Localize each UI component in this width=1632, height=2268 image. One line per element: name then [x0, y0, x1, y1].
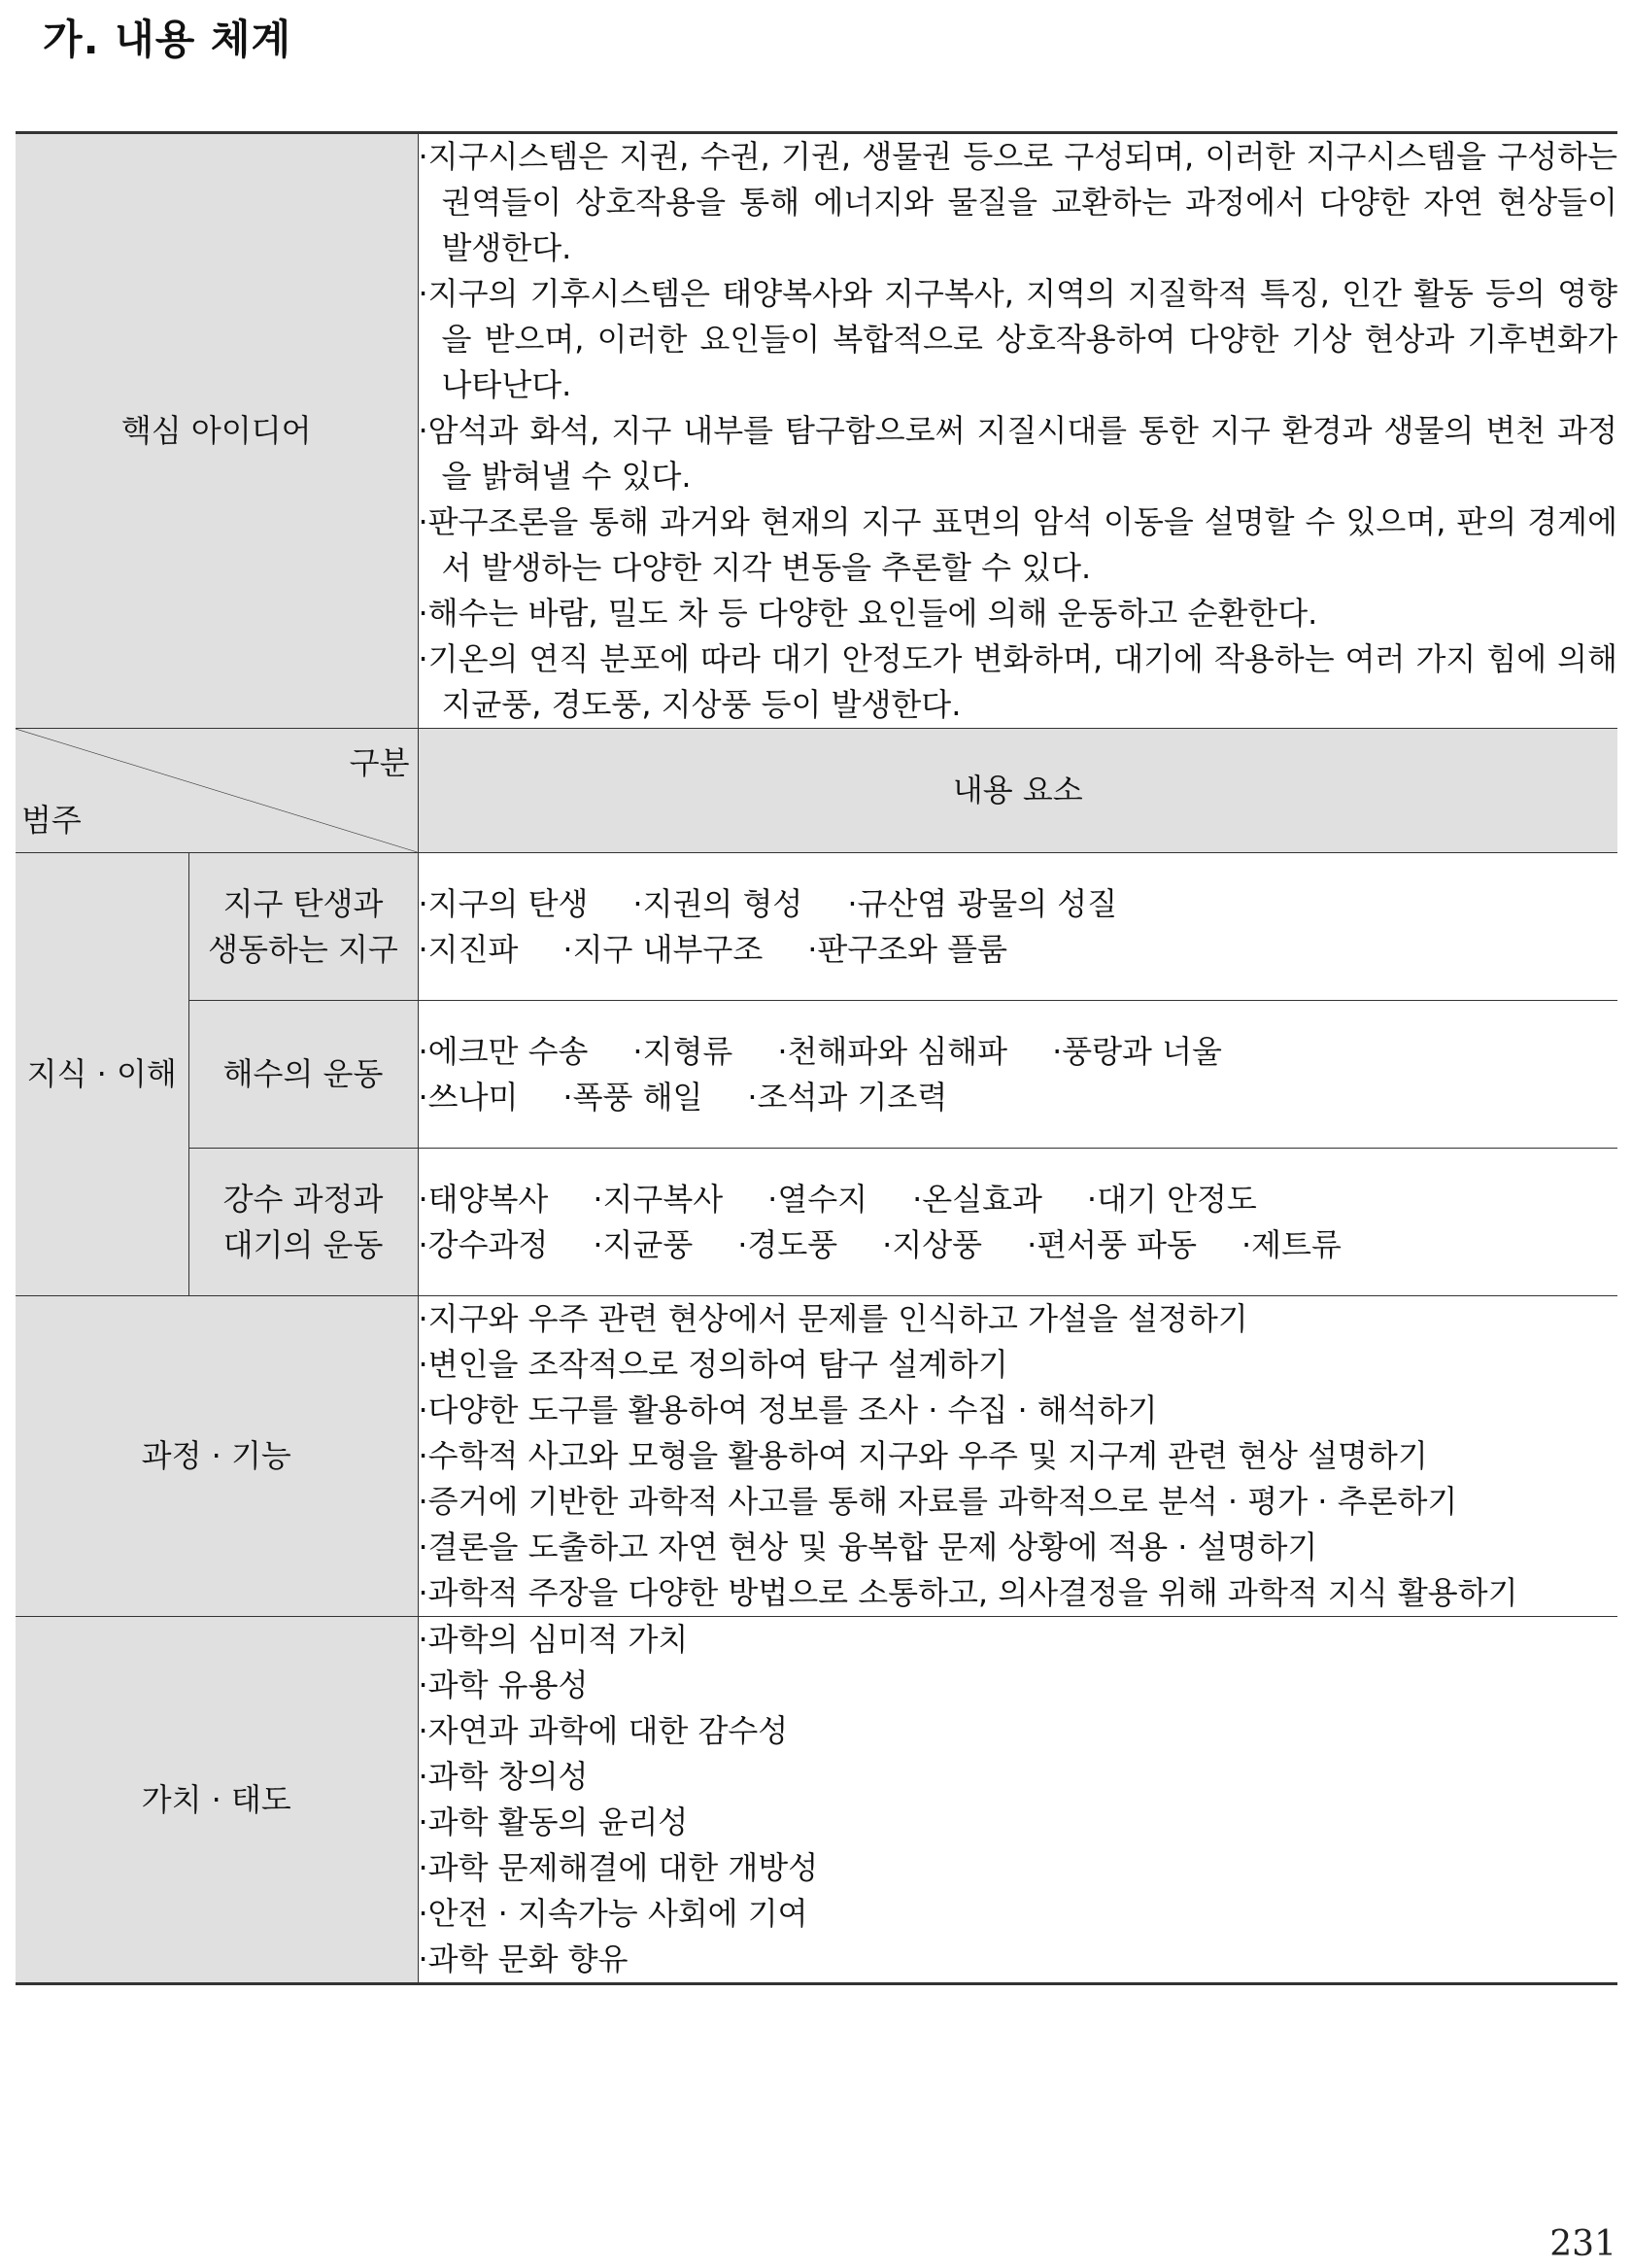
content-element-text: 편서풍 파동: [1037, 1225, 1197, 1263]
knowledge-label: 지식 · 이해: [16, 853, 188, 1296]
content-element-text: 열수지: [777, 1180, 868, 1218]
content-element: [1052, 1033, 1222, 1070]
bullet-mark: ·: [418, 640, 428, 677]
content-element-text: 지구 내부구조: [572, 930, 764, 968]
content-element-line: [419, 1075, 1618, 1120]
bullet-mark: ·: [747, 1078, 758, 1116]
bullet-item: [419, 1754, 1618, 1800]
content-element: [882, 1226, 982, 1263]
bullet-mark: ·: [418, 1300, 428, 1337]
page-number: 231: [1549, 2224, 1616, 2264]
bullet-text: 지구의 기후시스템은 태양복사와 지구복사, 지역의 지질학적 특징, 인간 활동 등의 영향을 받으며, 이러한 요인들이 복합적으로 상호작용하여 다양한 기상 현상과 기후변화가 나타난다.: [427, 275, 1617, 403]
bullet-item: [419, 1845, 1618, 1891]
content-element-line: [419, 1177, 1618, 1222]
subsection-content: [418, 1001, 1617, 1149]
content-element: [419, 1079, 519, 1116]
bullet-item: [419, 591, 1618, 636]
content-element: [1087, 1181, 1257, 1218]
bullet-mark: ·: [912, 1180, 923, 1218]
knowledge-row-1: [16, 853, 1617, 1001]
subsection-title-line: 지구 탄생과: [222, 884, 384, 922]
process-row: [16, 1296, 1617, 1617]
content-element: [747, 1079, 947, 1116]
content-element-text: 태양복사: [427, 1180, 549, 1218]
subsection-content: [418, 1149, 1617, 1296]
content-element-header: 내용 요소: [418, 729, 1617, 853]
subsection-title-line: 해수의 운동: [222, 1055, 384, 1092]
subsection-title: [188, 853, 418, 1001]
content-element: [419, 1226, 549, 1263]
bullet-text: 과학 활동의 윤리성: [427, 1804, 689, 1840]
bullet-mark: ·: [418, 1712, 428, 1749]
content-element-text: 제트류: [1251, 1225, 1342, 1263]
subsection-title-line: 강수 과정과: [222, 1180, 384, 1218]
content-element-text: 경도풍: [747, 1225, 838, 1263]
bullet-mark: ·: [418, 503, 428, 540]
category-division-header: [16, 729, 418, 853]
bullet-mark: ·: [632, 1032, 643, 1070]
content-element-text: 지구의 탄생: [427, 884, 589, 922]
bullet-mark: ·: [418, 1529, 428, 1565]
bullet-mark: ·: [847, 884, 858, 922]
bullet-item: [419, 1800, 1618, 1845]
content-element-text: 규산염 광물의 성질: [857, 884, 1118, 922]
bullet-mark: ·: [593, 1225, 603, 1263]
content-element-text: 조석과 기조력: [757, 1078, 948, 1116]
bullet-mark: ·: [418, 1849, 428, 1886]
content-element: [737, 1226, 837, 1263]
bullet-item: [419, 1388, 1618, 1433]
bullet-text: 안전 · 지속가능 사회에 기여: [427, 1895, 808, 1932]
bullet-text: 과학의 심미적 가치: [427, 1621, 689, 1658]
subsection-content: [418, 853, 1617, 1001]
bullet-mark: ·: [418, 595, 428, 632]
content-element: [847, 885, 1117, 922]
bullet-text: 자연과 과학에 대한 감수성: [427, 1712, 789, 1749]
content-element-line: [419, 1222, 1618, 1268]
values-row: [16, 1617, 1617, 1984]
bullet-item: [419, 134, 1618, 271]
bullet-mark: ·: [418, 930, 428, 968]
content-element-text: 대기 안정도: [1097, 1180, 1257, 1218]
content-element-text: 지진파: [427, 930, 519, 968]
bullet-mark: ·: [418, 138, 428, 175]
content-element: [593, 1226, 693, 1263]
values-content: [418, 1617, 1617, 1984]
bullet-mark: ·: [418, 1225, 428, 1263]
bullet-text: 지구와 우주 관련 현상에서 문제를 인식하고 가설을 설정하기: [427, 1300, 1248, 1337]
bullet-text: 기온의 연직 분포에 따라 대기 안정도가 변화하며, 대기에 작용하는 여러 가지 힘에 의해 지균풍, 경도풍, 지상풍 등이 발생한다.: [427, 640, 1617, 723]
core-idea-row: [16, 133, 1617, 729]
bullet-mark: ·: [418, 1437, 428, 1474]
bullet-item: [419, 271, 1618, 408]
bullet-text: 과학적 주장을 다양한 방법으로 소통하고, 의사결정을 위해 과학적 지식 활용하기: [427, 1574, 1518, 1611]
bullet-item: [419, 1891, 1618, 1937]
division-label: 구분: [349, 744, 410, 781]
bullet-mark: ·: [737, 1225, 748, 1263]
bullet-mark: ·: [418, 1895, 428, 1932]
bullet-mark: ·: [632, 884, 643, 922]
bullet-mark: ·: [418, 1621, 428, 1658]
content-element: [419, 885, 589, 922]
bullet-item: [419, 1617, 1618, 1663]
content-element-text: 천해파와 심해파: [787, 1032, 1008, 1070]
content-element-line: [419, 881, 1618, 927]
content-element: [419, 1181, 549, 1218]
content-element: [767, 1181, 867, 1218]
content-element-text: 지상풍: [892, 1225, 983, 1263]
subsection-title: [188, 1001, 418, 1149]
bullet-mark: ·: [418, 1941, 428, 1977]
content-element-text: 강수과정: [427, 1225, 549, 1263]
bullet-text: 암석과 화석, 지구 내부를 탐구함으로써 지질시대를 통한 지구 환경과 생물의 변천 과정을 밝혀낼 수 있다.: [427, 412, 1617, 495]
bullet-mark: ·: [418, 1032, 428, 1070]
bullet-mark: ·: [1086, 1180, 1098, 1218]
subsection-title-line: 생동하는 지구: [208, 930, 398, 968]
bullet-item: [419, 1570, 1618, 1616]
bullet-item: [419, 1479, 1618, 1525]
bullet-mark: ·: [767, 1180, 778, 1218]
bullet-text: 수학적 사고와 모형을 활용하여 지구와 우주 및 지구계 관련 현상 설명하기: [427, 1437, 1428, 1474]
bullet-mark: ·: [418, 1483, 428, 1520]
bullet-mark: ·: [418, 1392, 428, 1428]
content-element: [1241, 1226, 1342, 1263]
bullet-mark: ·: [562, 930, 573, 968]
subsection-title: [188, 1149, 418, 1296]
category-label: 범주: [21, 802, 82, 839]
content-element-text: 지형류: [642, 1032, 733, 1070]
bullet-mark: ·: [418, 884, 428, 922]
content-element-line: [419, 927, 1618, 973]
header-row: [16, 729, 1617, 853]
subsection-title-line: 대기의 운동: [222, 1225, 384, 1263]
section-title: 가. 내용 체계: [43, 16, 292, 63]
content-element: [632, 885, 802, 922]
bullet-mark: ·: [882, 1225, 893, 1263]
content-element-text: 폭풍 해일: [572, 1078, 703, 1116]
bullet-mark: ·: [807, 930, 818, 968]
bullet-text: 과학 문화 향유: [427, 1941, 629, 1977]
bullet-item: [419, 1663, 1618, 1708]
bullet-mark: ·: [418, 1180, 428, 1218]
bullet-text: 해수는 바람, 밀도 차 등 다양한 요인들에 의해 운동하고 순환한다.: [427, 595, 1318, 632]
bullet-item: [419, 408, 1618, 499]
content-element: [419, 1033, 589, 1070]
bullet-mark: ·: [418, 1804, 428, 1840]
bullet-item: [419, 636, 1618, 728]
values-label: 가치 · 태도: [16, 1617, 418, 1984]
bullet-text: 과학 문제해결에 대한 개방성: [427, 1849, 819, 1886]
content-element-text: 풍랑과 너울: [1062, 1032, 1222, 1070]
bullet-text: 지구시스템은 지권, 수권, 기권, 생물권 등으로 구성되며, 이러한 지구시스템을 구성하는 권역들이 상호작용을 통해 에너지와 물질을 교환하는 과정에서 다양한 자연 현상들이 발생한다.: [427, 138, 1617, 266]
content-element-text: 지구복사: [602, 1180, 724, 1218]
bullet-mark: ·: [418, 275, 428, 312]
content-system-table: [16, 131, 1617, 1985]
content-element-text: 쓰나미: [427, 1078, 519, 1116]
bullet-text: 결론을 도출하고 자연 현상 및 융복합 문제 상황에 적용 · 설명하기: [427, 1529, 1318, 1565]
knowledge-row-2: [16, 1001, 1617, 1149]
content-element: [1027, 1226, 1197, 1263]
process-content: [418, 1296, 1617, 1617]
bullet-item: [419, 1342, 1618, 1388]
content-element: [632, 1033, 732, 1070]
bullet-mark: ·: [418, 1078, 428, 1116]
bullet-text: 증거에 기반한 과학적 사고를 통해 자료를 과학적으로 분석 · 평가 · 추론하기: [427, 1483, 1458, 1520]
bullet-text: 변인을 조작적으로 정의하여 탐구 설계하기: [427, 1346, 1008, 1383]
bullet-mark: ·: [1241, 1225, 1252, 1263]
content-element: [419, 931, 519, 968]
bullet-item: [419, 1708, 1618, 1754]
process-label: 과정 · 기능: [16, 1296, 418, 1617]
content-element: [777, 1033, 1007, 1070]
bullet-mark: ·: [418, 1667, 428, 1703]
knowledge-row-3: [16, 1149, 1617, 1296]
bullet-text: 과학 유용성: [427, 1667, 589, 1703]
core-idea-label: 핵심 아이디어: [16, 133, 418, 729]
bullet-text: 판구조론을 통해 과거와 현재의 지구 표면의 암석 이동을 설명할 수 있으며, 판의 경계에서 발생하는 다양한 지각 변동을 추론할 수 있다.: [427, 503, 1617, 586]
bullet-mark: ·: [418, 1758, 428, 1795]
content-element: [807, 931, 1007, 968]
bullet-mark: ·: [1027, 1225, 1037, 1263]
core-idea-content: [418, 133, 1617, 729]
content-element-line: [419, 1029, 1618, 1075]
bullet-item: [419, 1525, 1618, 1570]
bullet-text: 다양한 도구를 활용하여 정보를 조사 · 수집 · 해석하기: [427, 1392, 1158, 1428]
bullet-item: [419, 1433, 1618, 1479]
bullet-item: [419, 499, 1618, 591]
content-element: [562, 1079, 702, 1116]
content-element-text: 지균풍: [602, 1225, 694, 1263]
bullet-mark: ·: [777, 1032, 788, 1070]
content-element: [593, 1181, 723, 1218]
bullet-item: [419, 1937, 1618, 1982]
bullet-mark: ·: [418, 412, 428, 449]
bullet-mark: ·: [418, 1574, 428, 1611]
content-element: [912, 1181, 1042, 1218]
bullet-text: 과학 창의성: [427, 1758, 589, 1795]
bullet-item: [419, 1296, 1618, 1342]
bullet-mark: ·: [562, 1078, 573, 1116]
content-element-text: 판구조와 플룸: [817, 930, 1008, 968]
content-element: [562, 931, 763, 968]
content-element-text: 에크만 수송: [427, 1032, 589, 1070]
content-element-text: 지권의 형성: [642, 884, 803, 922]
bullet-mark: ·: [593, 1180, 603, 1218]
bullet-mark: ·: [1052, 1032, 1063, 1070]
bullet-mark: ·: [418, 1346, 428, 1383]
content-element-text: 온실효과: [922, 1180, 1042, 1218]
